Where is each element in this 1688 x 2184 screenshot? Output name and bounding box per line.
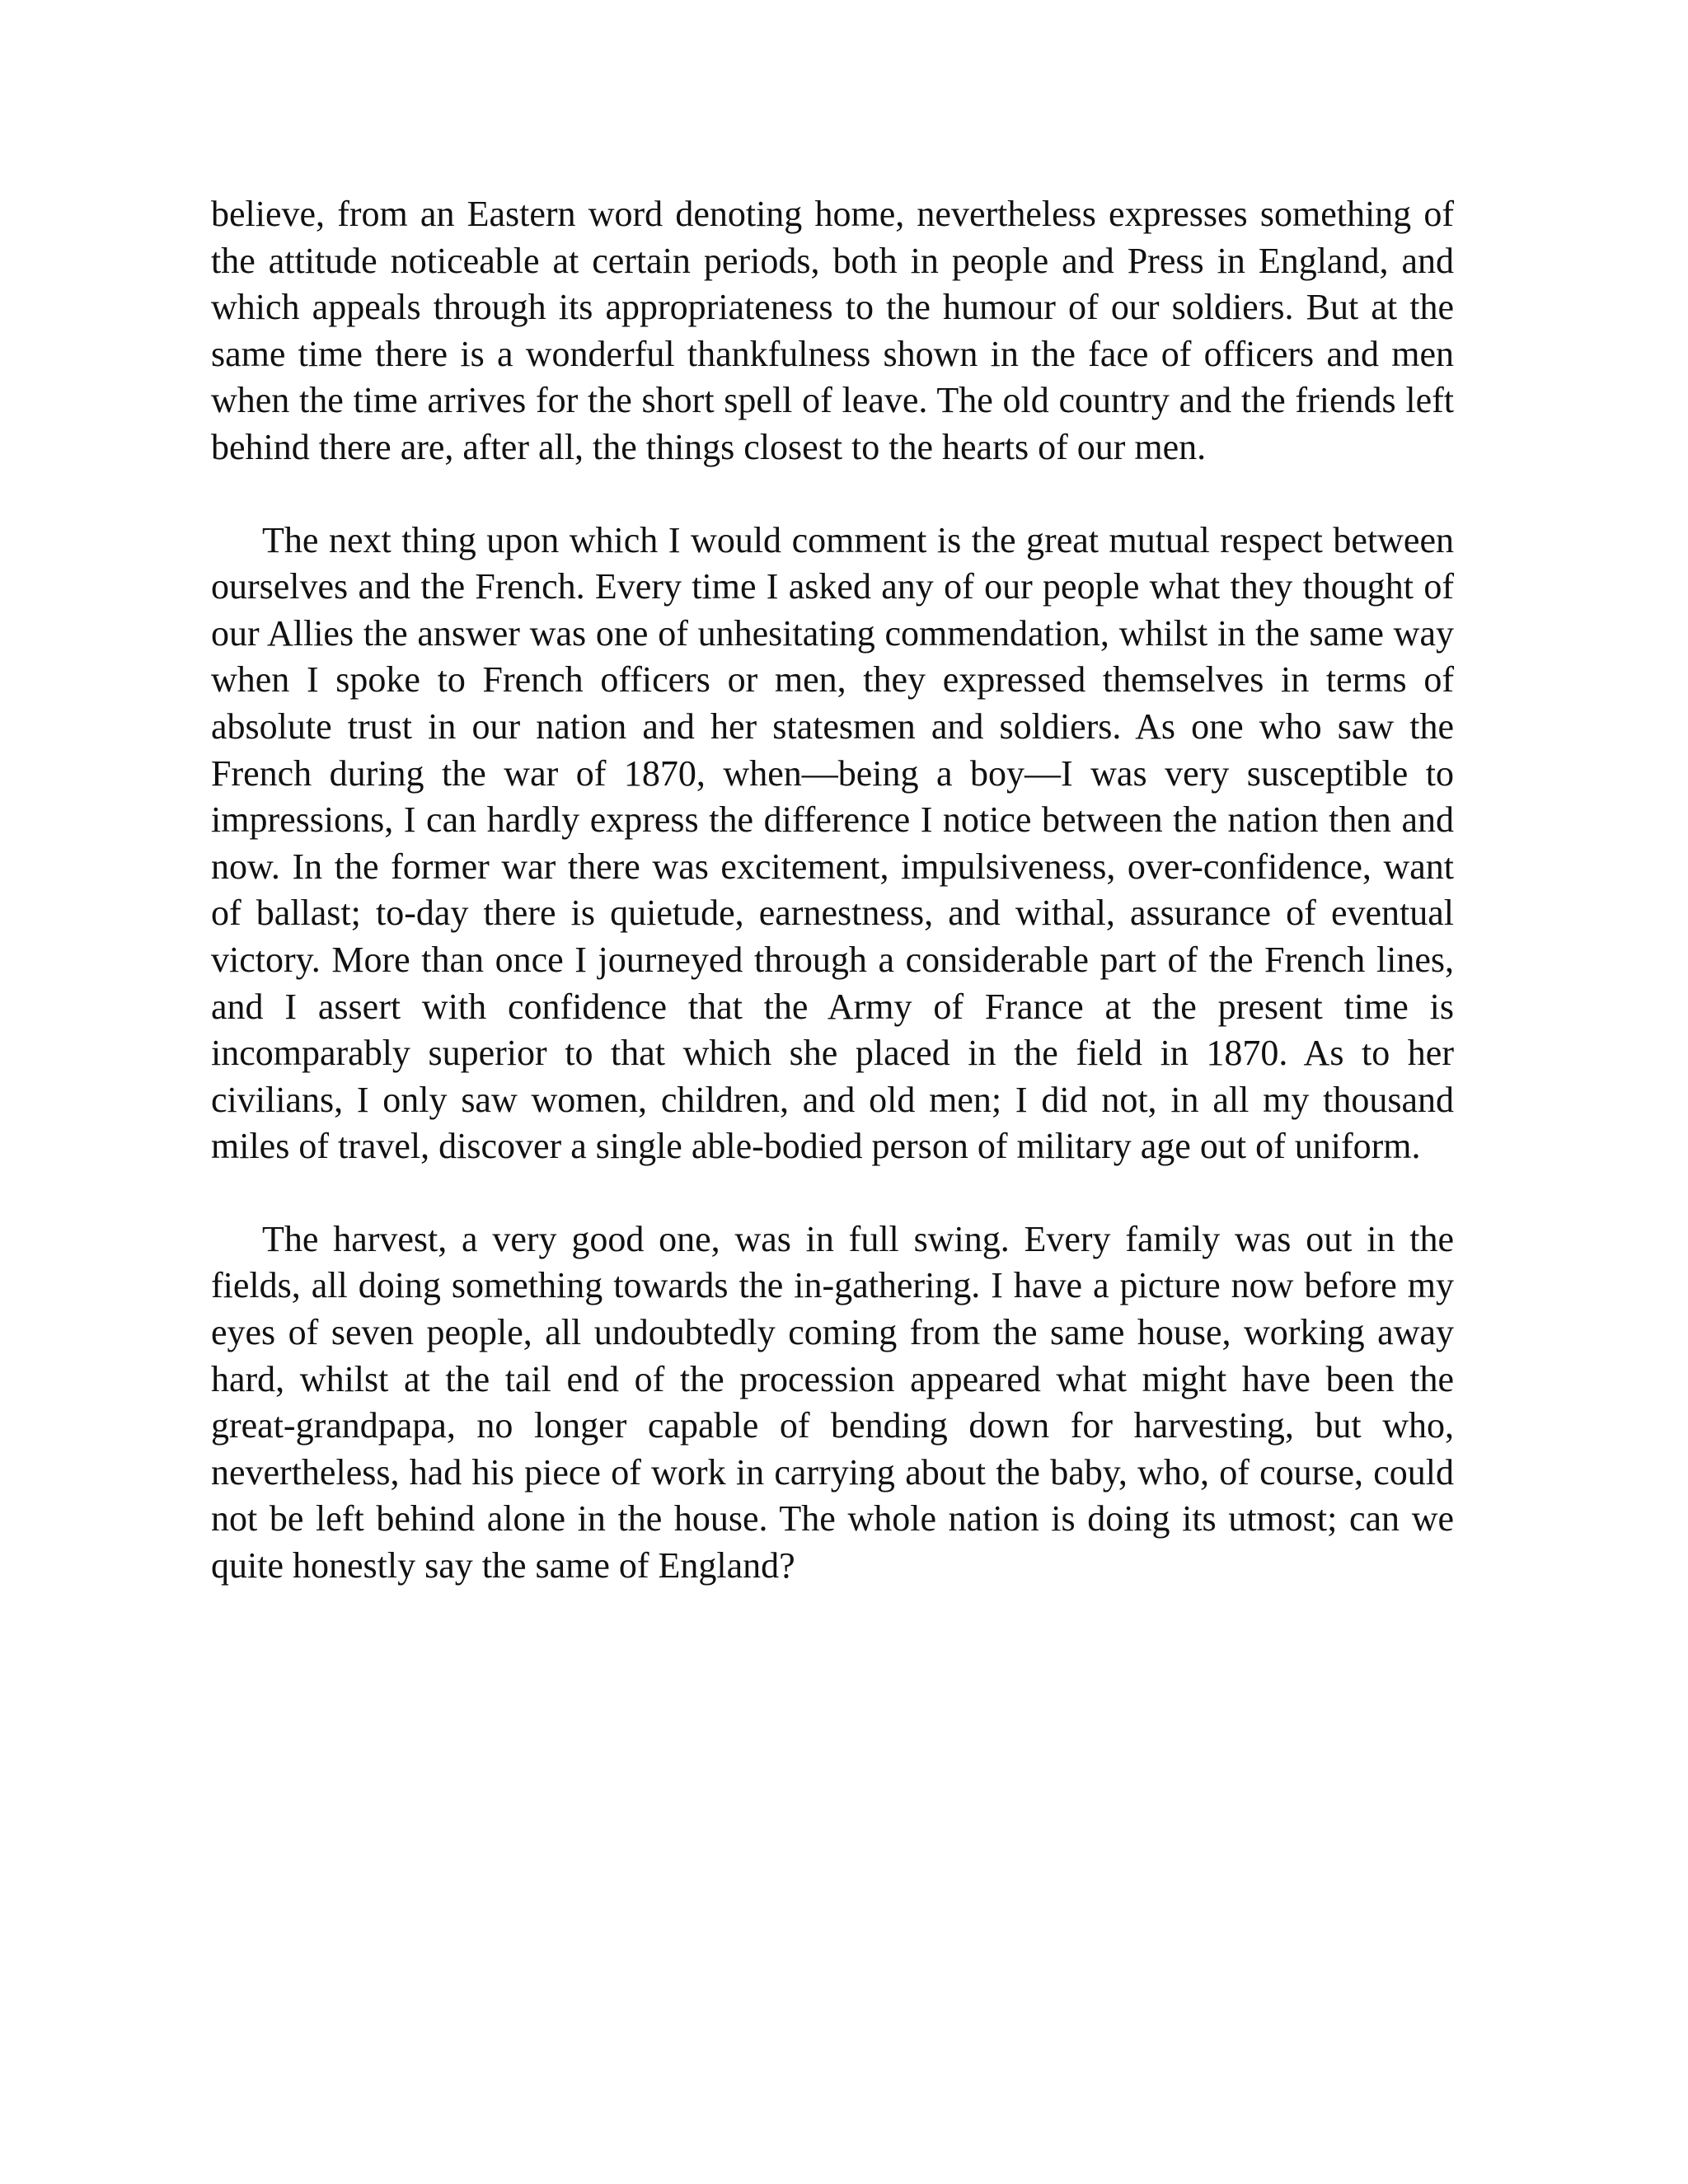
paragraph-harvest: The harvest, a very good one, was in full swing. Every family was out in the fields, all doing something towards the in-gathering. I have a picture now before my eyes of seven people, all undoubtedly coming from the same house, working away hard, whilst at the tail end of the procession appeared what might have been the great-grandpapa, no longer capable of bending down for harvesting, but who, nevertheless, had his piece of work in carrying about the baby, who, of course, could not be left behind alone in the house. The whole nation is doing its utmost; can we quite honestly say the same of England?: [211, 1218, 1454, 1586]
body-text: [211, 191, 1454, 1636]
paragraph-continued: believe, from an Eastern word denoting home, nevertheless expresses something of the attitude noticeable at certain periods, both in people and Press in England, and which appeals through its appropriateness to the humour of our soldiers. But at the same time there is a wonderful thankfulness shown in the face of officers and men when the time arrives for the short spell of leave. The old country and the friends left behind there are, after all, the things closest to the hearts of our men.: [211, 194, 1454, 467]
paragraph-mutual-respect: The next thing upon which I would comment is the great mutual respect between ourselves and the French. Every time I asked any of our people what they thought of our Allies the answer was one of unhesitating commendation, whilst in the same way when I spoke to French officers or men, they expressed themselves in terms of absolute trust in our nation and her statesmen and soldiers. As one who saw the French during the war of 1870, when—being a boy—I was very susceptible to impressions, I can hardly express the difference I notice between the nation then and now. In the former war there was excitement, impulsiveness, over-confidence, want of ballast; to-day there is quietude, earnestness, and withal, assurance of eventual victory. More than once I journeyed through a considerable part of the French lines, and I assert with confidence that the Army of France at the present time is incomparably superior to that which she placed in the field in 1870. As to her civilians, I only saw women, children, and old men; I did not, in all my thousand miles of travel, discover a single able-bodied person of military age out of uniform.: [211, 519, 1454, 1167]
